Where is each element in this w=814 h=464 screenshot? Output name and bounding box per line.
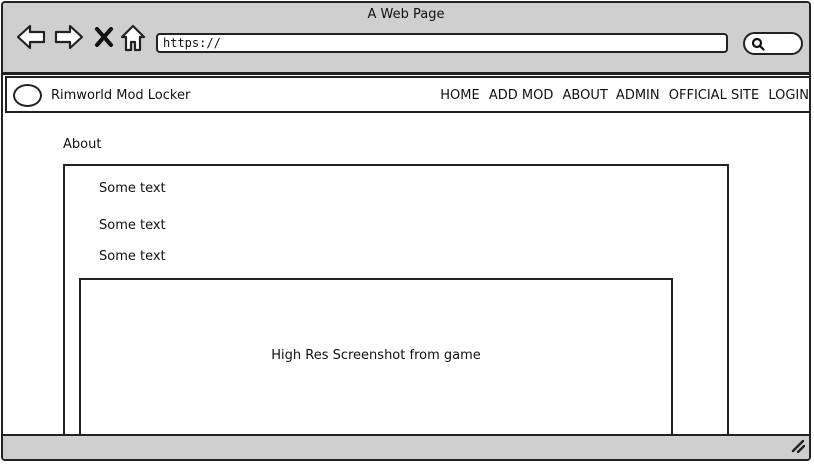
window-title: A Web Page: [367, 7, 445, 22]
browser-chrome: [3, 3, 809, 75]
nav-login-link[interactable]: LOGIN: [768, 88, 809, 103]
nav-add-mod-link[interactable]: ADD MOD: [488, 88, 554, 103]
nav-home-link[interactable]: HOME: [440, 88, 480, 103]
main-nav: [435, 88, 809, 103]
url-input[interactable]: https://: [156, 33, 728, 53]
site-name[interactable]: Rimworld Mod Locker: [51, 88, 191, 103]
close-x-icon[interactable]: [93, 26, 115, 52]
browser-search-box[interactable]: [743, 32, 803, 55]
about-text-line: Some text: [99, 218, 166, 233]
site-header: [5, 76, 811, 113]
search-icon: [751, 37, 765, 51]
about-text-line: Some text: [99, 181, 166, 196]
about-heading: About: [63, 137, 102, 152]
home-icon[interactable]: [119, 23, 147, 57]
about-text-line: Some text: [99, 249, 166, 264]
screenshot-caption: High Res Screenshot from game: [271, 348, 481, 363]
resize-grip-icon[interactable]: [789, 437, 805, 457]
game-screenshot-placeholder: [79, 278, 673, 453]
about-panel: [63, 164, 729, 449]
nav-admin-link[interactable]: ADMIN: [615, 88, 660, 103]
browser-status-bar: [3, 434, 809, 459]
site-logo[interactable]: [13, 84, 42, 107]
browser-window: [1, 1, 811, 461]
back-arrow-icon[interactable]: [15, 23, 47, 55]
forward-arrow-icon[interactable]: [53, 23, 85, 55]
nav-about-link[interactable]: ABOUT: [562, 88, 608, 103]
nav-official-site-link[interactable]: OFFICIAL SITE: [668, 88, 760, 103]
